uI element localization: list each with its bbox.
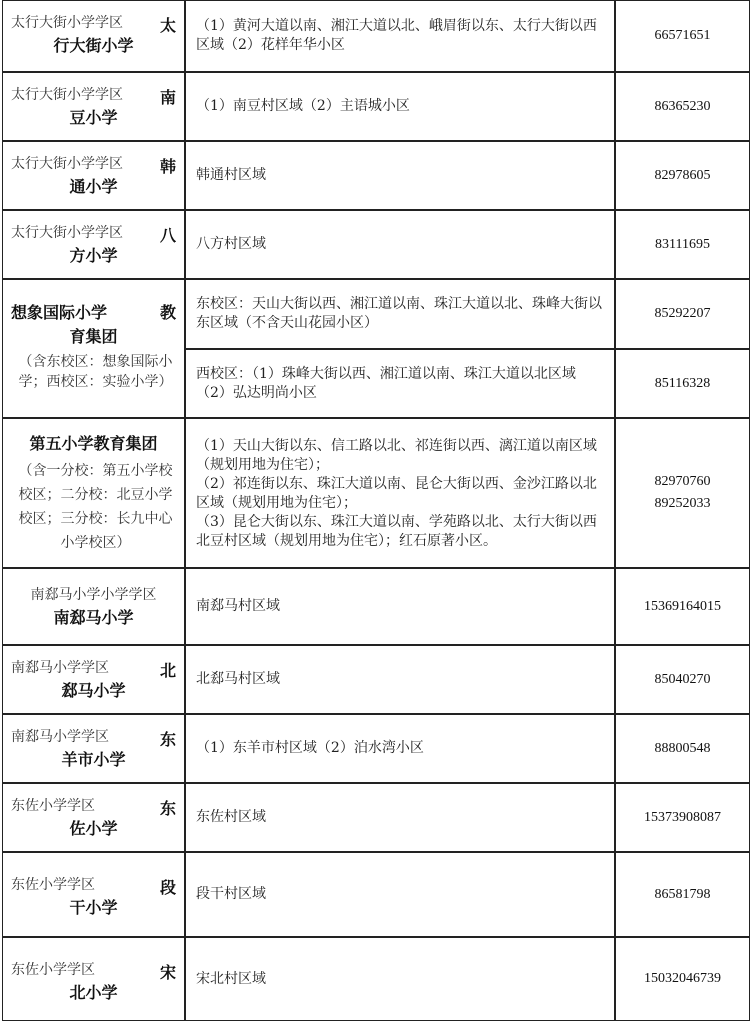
phone-stack xyxy=(616,419,749,567)
table-row xyxy=(0,279,750,418)
district-label: 太行大街小学学区 xyxy=(11,225,123,241)
school-cell xyxy=(2,0,185,72)
table-row xyxy=(0,568,750,645)
area-text: 八方村区域 xyxy=(196,236,266,252)
area-cell xyxy=(185,349,615,418)
school-name-head: 韩 xyxy=(159,157,176,176)
area-cell xyxy=(185,72,615,141)
phone-cell xyxy=(615,418,750,568)
district-label: 南郄马小学学区 xyxy=(11,660,109,676)
phone-cell xyxy=(615,783,750,852)
school-name-head: 八 xyxy=(159,226,176,245)
area-cell xyxy=(185,0,615,72)
area-cell xyxy=(185,568,615,645)
area-text: 宋北村区域 xyxy=(196,970,266,987)
phone-cell xyxy=(615,141,750,210)
area-cell xyxy=(185,279,615,349)
table-row xyxy=(0,714,750,783)
phone-text: 89252033 xyxy=(654,496,711,511)
area-text: （1）黄河大道以南、湘江大道以北、峨眉街以东、太行大街以西区域（2）花样年华小区 xyxy=(196,18,597,53)
phone-text: 15369164015 xyxy=(644,598,721,614)
area-text: 西校区：（1）珠峰大街以西、湘江道以南、珠江大道以北区域（2）弘达明尚小区 xyxy=(196,365,576,401)
area-cell xyxy=(185,645,615,714)
school-name: 佐小学 xyxy=(69,819,118,838)
phone-cell xyxy=(615,568,750,645)
school-name: 想象国际小学 xyxy=(11,303,108,322)
school-name: 北小学 xyxy=(69,983,118,1002)
school-name: 南郄马小学 xyxy=(53,608,134,627)
area-text: （1）南豆村区域（2）主语城小区 xyxy=(196,98,410,114)
phone-cell xyxy=(615,852,750,937)
area-text: 北郄马村区域 xyxy=(196,671,280,687)
district-label: 东佐小学学区 xyxy=(11,798,95,814)
phone-cell xyxy=(615,210,750,279)
area-line: （3）昆仑大街以东、珠江大道以南、学苑路以北、太行大街以西北豆村区域（规划用地为住宅）；红石原著小区。 xyxy=(196,514,597,549)
phone-cell xyxy=(615,714,750,783)
table-row xyxy=(0,783,750,852)
phone-text: 15032046739 xyxy=(644,971,721,986)
area-list xyxy=(186,419,614,551)
district-label: 南郄马小学学区 xyxy=(11,729,109,745)
area-line: （1）天山大街以东、信工路以北、祁连街以西、漓江道以南区域（规划用地为住宅）； xyxy=(196,438,597,473)
school-cell xyxy=(2,418,185,568)
phone-text: 15373908087 xyxy=(644,809,721,825)
area-cell xyxy=(185,141,615,210)
school-name-head: 段 xyxy=(159,878,176,897)
phone-text: 85292207 xyxy=(654,306,711,321)
school-cell xyxy=(2,645,185,714)
phone-cell xyxy=(615,72,750,141)
district-label: 南郄马小学小学学区 xyxy=(30,587,157,603)
school-name-head: 南 xyxy=(159,88,176,107)
phone-text: 82978605 xyxy=(654,167,711,183)
area-cell xyxy=(185,783,615,852)
school-name-head: 教 xyxy=(159,303,176,322)
district-label: 太行大街小学学区 xyxy=(11,156,123,172)
area-cell xyxy=(185,418,615,568)
school-name-head: 太 xyxy=(159,16,176,35)
group-note: （含东校区：想象国际小学；西校区：实验小学） xyxy=(18,354,173,390)
school-name: 豆小学 xyxy=(69,108,118,127)
phone-text: 88800548 xyxy=(654,740,711,756)
phone-cell xyxy=(615,937,750,1021)
school-name: 第五小学教育集团 xyxy=(29,434,158,453)
area-text: 东佐村区域 xyxy=(196,809,266,825)
phone-text: 83111695 xyxy=(655,236,710,252)
school-name: 育集团 xyxy=(69,327,118,346)
school-cell xyxy=(2,852,185,937)
school-cell xyxy=(2,937,185,1021)
district-label: 太行大街小学学区 xyxy=(11,87,123,103)
table-row xyxy=(0,645,750,714)
school-name-head: 东 xyxy=(159,799,176,818)
area-text: 南郄马村区域 xyxy=(196,598,280,614)
school-cell xyxy=(2,783,185,852)
phone-cell xyxy=(615,645,750,714)
school-cell xyxy=(2,568,185,645)
table-row xyxy=(0,210,750,279)
school-name: 干小学 xyxy=(69,898,118,917)
phone-text: 85116328 xyxy=(654,375,711,391)
area-cell xyxy=(185,937,615,1021)
school-name: 羊市小学 xyxy=(61,750,126,769)
area-text: （1）东羊市村区域（2）泊水湾小区 xyxy=(196,740,424,756)
phone-text: 85040270 xyxy=(654,671,711,687)
school-cell xyxy=(2,141,185,210)
school-name: 郄马小学 xyxy=(61,681,126,700)
district-label: 太行大街小学学区 xyxy=(11,15,123,31)
school-cell xyxy=(2,72,185,141)
phone-text: 86581798 xyxy=(654,886,711,902)
phone-cell xyxy=(615,349,750,418)
school-name: 行大街小学 xyxy=(53,36,134,55)
school-cell xyxy=(2,279,185,418)
table-row xyxy=(0,937,750,1021)
school-cell xyxy=(2,210,185,279)
phone-text: 82970760 xyxy=(654,474,711,489)
group-note: （含一分校：第五小学校校区；二分校：北豆小学校区；三分校：长九中心小学校区） xyxy=(18,463,173,551)
table-row xyxy=(0,72,750,141)
phone-text: 66571651 xyxy=(654,28,711,43)
district-label: 东佐小学学区 xyxy=(11,877,95,893)
school-name: 通小学 xyxy=(69,177,118,196)
school-name: 方小学 xyxy=(69,246,118,265)
area-text: 韩通村区域 xyxy=(196,167,266,183)
area-line: （2）祁连街以东、珠江大道以南、昆仑大街以西、金沙江路以北区域（规划用地为住宅）； xyxy=(196,476,597,511)
school-name-head: 北 xyxy=(159,661,176,680)
district-label: 东佐小学学区 xyxy=(11,962,95,978)
area-cell xyxy=(185,714,615,783)
area-cell xyxy=(185,852,615,937)
phone-cell xyxy=(615,279,750,349)
school-name-head: 宋 xyxy=(159,963,176,982)
phone-cell xyxy=(615,0,750,72)
phone-text: 86365230 xyxy=(654,98,711,114)
school-name-head: 东 xyxy=(159,730,176,749)
table-row xyxy=(0,0,750,72)
table-row xyxy=(0,852,750,937)
school-cell xyxy=(2,714,185,783)
area-cell xyxy=(185,210,615,279)
table-row xyxy=(0,141,750,210)
table-row xyxy=(0,418,750,568)
area-text: 段干村区域 xyxy=(196,886,266,902)
area-text: 东校区：天山大街以西、湘江道以南、珠江大道以北、珠峰大街以东区域（不含天山花园小区） xyxy=(196,296,602,331)
